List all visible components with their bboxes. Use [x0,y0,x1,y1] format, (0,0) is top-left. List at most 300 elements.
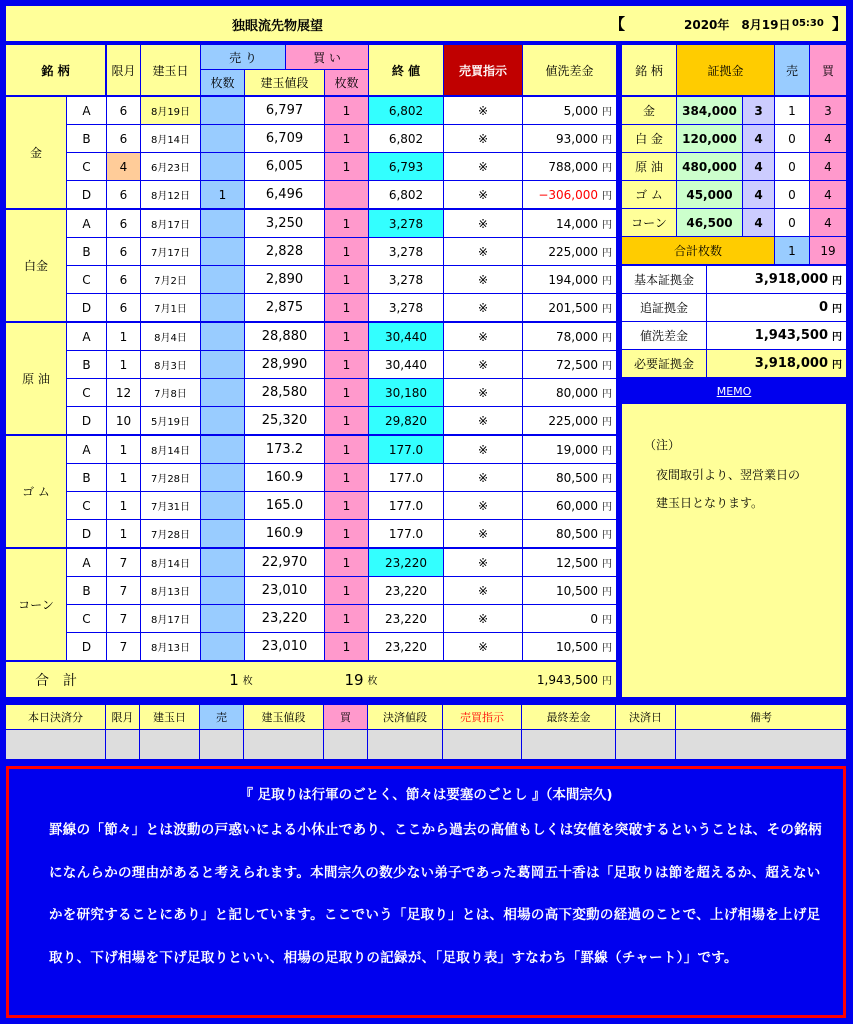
margin-name: 原 油 [622,153,676,180]
commodity-name: ゴ ム [6,436,66,547]
header-sell: 売 り [201,45,285,69]
row-code: A [67,323,106,350]
row-close-price: 30,440 [369,351,443,378]
row-instruction-mark: ※ [444,549,522,576]
diff-value: 19,000 [556,442,598,457]
row-entry-price: 6,005 [245,153,324,180]
row-buy-count: 1 [325,153,368,180]
row-close-price: 3,278 [369,238,443,265]
row-sell-count [201,407,244,434]
memo-panel [622,404,846,697]
header-entry-price: 建玉値段 [245,70,324,95]
row-entry-date: 7月31日 [141,492,200,519]
quote-box [6,766,846,1018]
row-buy-count: 1 [325,407,368,434]
row-instruction-mark: ※ [444,379,522,406]
row-instruction-mark: ※ [444,492,522,519]
row-month: 7 [107,577,140,604]
summary-amount: 3,918,000 [754,356,828,371]
row-code: B [67,125,106,152]
row-month: 1 [107,323,140,350]
row-sell-count [201,210,244,237]
row-buy-count: 1 [325,97,368,124]
row-close-price: 30,180 [369,379,443,406]
row-mark-to-market [523,97,616,124]
header-mark-to-market: 値洗差金 [523,45,616,95]
total-label: 合 計 [35,672,77,689]
summary-label: 値洗差金 [622,322,706,349]
row-mark-to-market [523,520,616,547]
row-close-price: 23,220 [369,549,443,576]
row-close-price: 29,820 [369,407,443,434]
row-mark-to-market [523,181,616,208]
margin-amount: 45,000 [677,181,742,208]
row-entry-date: 8月14日 [141,125,200,152]
row-instruction-mark: ※ [444,210,522,237]
diff-value: 93,000 [556,131,598,146]
quote-body: 罫線の「節々」とは波動の戸惑いによる小休止であり、ここから過去の高値もしくは安値を突破するということは、その銘柄になんらかの理由があると考えられます。本間宗久の数少ない弟子であった葛岡五十香は「足取りは節を超えるか、超えないかを研究することにあり」と記しています。ここでいう「足取り」とは、相場の高下変動の経過のことで、上げ相場を上げ足取り、下げ相場を下げ足取りといい、相場の足取りの記録が、「足取り表」すなわち「罫線（チャート）」です。 [49,822,822,966]
row-entry-price: 23,010 [245,577,324,604]
total-sell-value: 1 [229,670,239,689]
settle-cell[interactable] [324,730,367,759]
margin-total-sell: 1 [775,237,809,264]
row-mark-to-market [523,210,616,237]
row-code: B [67,464,106,491]
header-meigara: 銘 柄 [6,45,105,95]
row-entry-date: 8月3日 [141,351,200,378]
row-code: C [67,605,106,632]
row-entry-price: 23,010 [245,633,324,660]
row-mark-to-market [523,238,616,265]
header-buy: 買 い [286,45,368,69]
row-instruction-mark: ※ [444,294,522,321]
header-trade-instruction: 売買指示 [444,45,522,95]
row-sell-count [201,266,244,293]
row-month: 1 [107,492,140,519]
commodity-name: 白金 [6,210,66,321]
row-entry-price: 2,890 [245,266,324,293]
yen-unit: 円 [602,163,612,174]
settle-header: 買 [324,705,367,729]
row-sell-count [201,436,244,463]
margin-rate: 3 [743,97,774,124]
summary-yen: 円 [832,276,842,287]
yen-unit: 円 [602,389,612,400]
row-mark-to-market [523,379,616,406]
summary-yen: 円 [832,332,842,343]
diff-value: 5,000 [563,103,598,118]
margin-amount: 384,000 [677,97,742,124]
total-buy-value: 19 [344,670,364,689]
row-mark-to-market [523,294,616,321]
memo-link[interactable]: MEMO [716,384,752,398]
diff-value: 10,500 [556,639,598,654]
yen-unit: 円 [602,220,612,231]
summary-value [707,322,846,349]
row-close-price: 177.0 [369,464,443,491]
row-entry-price: 6,709 [245,125,324,152]
row-entry-price: 3,250 [245,210,324,237]
row-month: 7 [107,605,140,632]
row-entry-date: 6月23日 [141,153,200,180]
settle-cell[interactable] [6,730,105,759]
diff-value: 78,000 [556,329,598,344]
diff-value: 60,000 [556,498,598,513]
diff-value: 0 [590,611,598,626]
header-sell-count: 枚数 [201,70,244,95]
row-buy-count: 1 [325,577,368,604]
row-instruction-mark: ※ [444,125,522,152]
row-close-price: 6,802 [369,181,443,208]
margin-name: ゴ ム [622,181,676,208]
row-entry-date: 7月17日 [141,238,200,265]
row-entry-price: 25,320 [245,407,324,434]
row-buy-count: 1 [325,464,368,491]
summary-label: 基本証拠金 [622,266,706,293]
row-code: B [67,577,106,604]
row-entry-price: 160.9 [245,464,324,491]
row-sell-count [201,294,244,321]
margin-buy: 4 [810,153,846,180]
row-close-price: 3,278 [369,266,443,293]
row-instruction-mark: ※ [444,633,522,660]
margin-rate: 4 [743,153,774,180]
margin-buy: 4 [810,181,846,208]
row-instruction-mark: ※ [444,238,522,265]
row-entry-date: 5月19日 [141,407,200,434]
diff-value: 80,500 [556,470,598,485]
settle-header: 決済値段 [368,705,442,729]
diff-value: 225,000 [548,244,598,259]
row-code: D [67,520,106,547]
diff-value: 12,500 [556,555,598,570]
margin-name: 白 金 [622,125,676,152]
row-month: 6 [107,294,140,321]
row-buy-count: 1 [325,294,368,321]
yen-unit: 円 [602,333,612,344]
row-mark-to-market [523,464,616,491]
row-code: A [67,436,106,463]
row-buy-count: 1 [325,633,368,660]
margin-rate: 4 [743,209,774,236]
row-mark-to-market [523,549,616,576]
row-code: A [67,210,106,237]
row-instruction-mark: ※ [444,323,522,350]
summary-value [707,350,846,377]
row-mark-to-market [523,323,616,350]
summary-value [707,294,846,321]
total-sell [206,662,276,697]
row-sell-count [201,464,244,491]
bracket-open: 【 [610,15,626,33]
row-entry-price: 160.9 [245,520,324,547]
row-sell-count [201,520,244,547]
row-entry-date: 8月14日 [141,549,200,576]
row-month: 4 [107,153,140,180]
row-entry-price: 6,797 [245,97,324,124]
yen-unit: 円 [602,587,612,598]
memo-note-label: （注） [644,438,681,452]
yen-unit: 円 [602,474,612,485]
row-instruction-mark: ※ [444,436,522,463]
row-instruction-mark: ※ [444,407,522,434]
commodity-name: 金 [6,97,66,208]
settle-cell[interactable] [140,730,199,759]
row-close-price: 177.0 [369,492,443,519]
row-code: A [67,97,106,124]
title-bar [6,6,846,41]
yen-unit: 円 [602,135,612,146]
row-entry-date: 8月12日 [141,181,200,208]
diff-value: 225,000 [548,413,598,428]
diff-value: 194,000 [548,272,598,287]
row-buy-count: 1 [325,549,368,576]
row-sell-count [201,633,244,660]
margin-name: 金 [622,97,676,124]
settle-cell[interactable] [616,730,675,759]
commodity-name: 原 油 [6,323,66,434]
row-close-price: 6,802 [369,97,443,124]
row-buy-count: 1 [325,605,368,632]
margin-sell: 1 [775,97,809,124]
settle-header: 建玉日 [140,705,199,729]
margin-rate: 4 [743,181,774,208]
yen-unit: 円 [602,248,612,259]
row-month: 1 [107,436,140,463]
settle-cell[interactable] [368,730,442,759]
margin-amount: 120,000 [677,125,742,152]
row-month: 6 [107,181,140,208]
row-month: 6 [107,210,140,237]
settle-cell[interactable] [244,730,323,759]
row-entry-date: 8月4日 [141,323,200,350]
row-month: 6 [107,238,140,265]
row-entry-date: 7月8日 [141,379,200,406]
row-mark-to-market [523,577,616,604]
yen-unit: 円 [602,643,612,654]
row-buy-count: 1 [325,125,368,152]
header-date: 2020年 8月19日 [684,18,791,32]
margin-amount: 480,000 [677,153,742,180]
settle-cell[interactable] [443,730,521,759]
settle-cell[interactable] [676,730,846,759]
row-close-price: 177.0 [369,520,443,547]
commodity-name: コーン [6,549,66,660]
row-entry-date: 8月17日 [141,210,200,237]
row-close-price: 23,220 [369,577,443,604]
memo-header [622,381,846,401]
row-buy-count [325,181,368,208]
margin-buy: 3 [810,97,846,124]
row-close-price: 23,220 [369,605,443,632]
row-close-price: 3,278 [369,210,443,237]
settle-header: 限月 [106,705,139,729]
row-instruction-mark: ※ [444,266,522,293]
row-code: C [67,266,106,293]
margin-header-meigara: 銘 柄 [622,45,676,95]
yen-unit: 円 [602,502,612,513]
row-mark-to-market [523,351,616,378]
diff-value: 80,500 [556,526,598,541]
total-diff [486,662,616,697]
row-entry-date: 7月28日 [141,520,200,547]
settle-cell[interactable] [106,730,139,759]
row-buy-count: 1 [325,379,368,406]
settle-header: 本日決済分 [6,705,105,729]
row-code: A [67,549,106,576]
total-diff-value: 1,943,500 [536,672,598,687]
bracket-close: 】 [832,15,848,33]
row-mark-to-market [523,633,616,660]
row-mark-to-market [523,407,616,434]
row-sell-count [201,379,244,406]
row-buy-count: 1 [325,351,368,378]
row-entry-price: 6,496 [245,181,324,208]
row-entry-date: 7月28日 [141,464,200,491]
margin-sell: 0 [775,181,809,208]
row-month: 6 [107,125,140,152]
yen-unit: 円 [602,191,612,202]
summary-value [707,266,846,293]
margin-header-buy: 買 [810,45,846,95]
settlement-table [6,705,846,759]
row-mark-to-market [523,492,616,519]
row-buy-count: 1 [325,323,368,350]
row-close-price: 3,278 [369,294,443,321]
margin-sell: 0 [775,209,809,236]
row-buy-count: 1 [325,238,368,265]
row-month: 1 [107,464,140,491]
row-close-price: 30,440 [369,323,443,350]
row-sell-count [201,153,244,180]
row-sell-count [201,605,244,632]
row-buy-count: 1 [325,210,368,237]
row-close-price: 6,802 [369,125,443,152]
settle-cell[interactable] [522,730,615,759]
row-entry-date: 8月13日 [141,633,200,660]
yen-unit: 円 [602,615,612,626]
row-mark-to-market [523,125,616,152]
summary-label: 必要証拠金 [622,350,706,377]
settle-cell[interactable] [200,730,243,759]
margin-name: コーン [622,209,676,236]
margin-header-sell: 売 [775,45,809,95]
page-title: 独眼流先物展望 [232,19,324,34]
row-sell-count [201,125,244,152]
row-entry-price: 28,580 [245,379,324,406]
row-entry-date: 7月1日 [141,294,200,321]
settle-header: 売 [200,705,243,729]
row-code: B [67,351,106,378]
summary-amount: 1,943,500 [754,328,828,343]
row-buy-count: 1 [325,266,368,293]
total-diff-unit: 円 [602,676,612,687]
memo-note-line2: 建玉日となります。 [656,496,764,510]
row-entry-price: 2,875 [245,294,324,321]
row-buy-count: 1 [325,492,368,519]
yen-unit: 円 [602,417,612,428]
total-sell-unit: 枚 [242,676,253,687]
settle-header: 備考 [676,705,846,729]
settle-header: 決済日 [616,705,675,729]
yen-unit: 円 [602,276,612,287]
margin-buy: 4 [810,209,846,236]
row-code: C [67,153,106,180]
row-entry-price: 2,828 [245,238,324,265]
row-buy-count: 1 [325,520,368,547]
header-tatedate: 建玉日 [141,45,200,95]
row-instruction-mark: ※ [444,153,522,180]
row-instruction-mark: ※ [444,464,522,491]
row-sell-count [201,577,244,604]
row-sell-count [201,549,244,576]
row-sell-count [201,97,244,124]
header-time: 05:30 [792,18,824,29]
row-entry-price: 22,970 [245,549,324,576]
row-code: C [67,492,106,519]
row-instruction-mark: ※ [444,97,522,124]
row-instruction-mark: ※ [444,181,522,208]
quote-title: 『 足取りは行軍のごとく、節々は要塞のごとし 』（本間宗久) [239,787,613,803]
yen-unit: 円 [602,530,612,541]
position-table [6,45,616,697]
row-entry-price: 28,880 [245,323,324,350]
row-entry-date: 8月19日 [141,97,200,124]
row-close-price: 6,793 [369,153,443,180]
diff-value: 80,000 [556,385,598,400]
row-mark-to-market [523,605,616,632]
diff-value: 14,000 [556,216,598,231]
row-sell-count [201,238,244,265]
row-entry-date: 8月13日 [141,577,200,604]
row-mark-to-market [523,266,616,293]
yen-unit: 円 [602,304,612,315]
row-close-price: 177.0 [369,436,443,463]
header-buy-count: 枚数 [325,70,368,95]
row-entry-price: 165.0 [245,492,324,519]
row-mark-to-market [523,436,616,463]
margin-rate: 4 [743,125,774,152]
row-close-price: 23,220 [369,633,443,660]
row-entry-date: 8月17日 [141,605,200,632]
row-code: D [67,181,106,208]
summary-yen: 円 [832,304,842,315]
row-month: 12 [107,379,140,406]
settle-header: 最終差金 [522,705,615,729]
yen-unit: 円 [602,559,612,570]
diff-value: 201,500 [548,300,598,315]
total-buy [326,662,396,697]
row-sell-count [201,323,244,350]
margin-table [622,45,846,379]
yen-unit: 円 [602,446,612,457]
margin-buy: 4 [810,125,846,152]
settle-header: 売買指示 [443,705,521,729]
row-month: 7 [107,633,140,660]
row-month: 10 [107,407,140,434]
margin-sell: 0 [775,125,809,152]
row-month: 1 [107,351,140,378]
settle-header: 建玉値段 [244,705,323,729]
row-entry-date: 8月14日 [141,436,200,463]
row-entry-price: 28,990 [245,351,324,378]
row-instruction-mark: ※ [444,351,522,378]
margin-header-amount: 証拠金 [677,45,774,95]
row-code: D [67,294,106,321]
row-entry-price: 173.2 [245,436,324,463]
yen-unit: 円 [602,361,612,372]
memo-note-line1: 夜間取引より、翌営業日の [656,468,801,482]
